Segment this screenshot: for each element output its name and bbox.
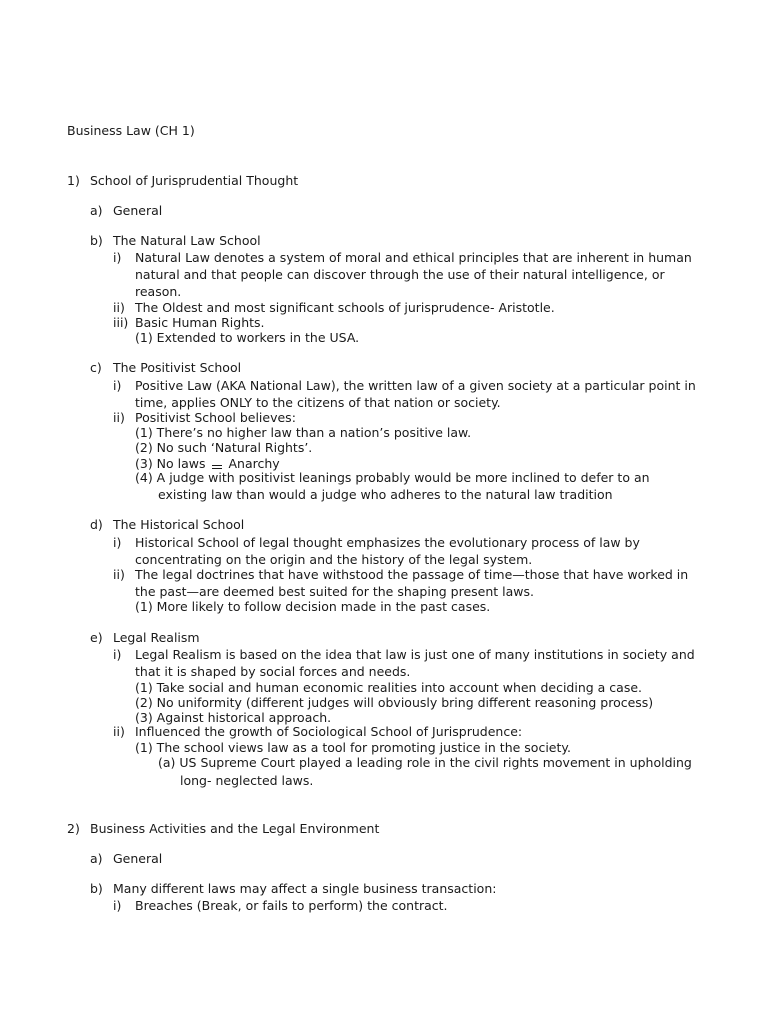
list-marker: a)	[90, 851, 103, 866]
list-marker: b)	[90, 881, 103, 896]
list-item-text: (1) Extended to workers in the USA.	[135, 330, 360, 345]
list-item-text: Anarchy	[228, 456, 280, 471]
section-1-number: 1)	[67, 173, 80, 188]
list-item-text: (2) No such ‘Natural Rights’.	[135, 440, 313, 455]
subheading-legal-realism: Legal Realism	[113, 630, 200, 645]
list-item-text: (1) More likely to follow decision made in the past cases.	[135, 599, 491, 614]
list-item-text: Positive Law (AKA National Law), the written law of a given society at a particular point in	[135, 378, 696, 393]
list-item-text: (3) No laws	[135, 456, 206, 471]
list-item-text: (2) No uniformity (different judges will obviously bring different reasoning process)	[135, 695, 654, 710]
list-item-text: existing law than would a judge who adheres to the natural law tradition	[158, 487, 613, 502]
list-item-text: time, applies ONLY to the citizens of that nation or society.	[135, 395, 501, 410]
list-item-text: The Oldest and most significant schools of jurisprudence- Aristotle.	[135, 300, 555, 315]
list-marker: i)	[113, 647, 122, 662]
list-item-text: Natural Law denotes a system of moral and ethical principles that are inherent in human	[135, 250, 692, 265]
list-item-text: concentrating on the origin and the history of the legal system.	[135, 552, 533, 567]
list-marker: i)	[113, 898, 122, 913]
document-title: Business Law (CH 1)	[67, 123, 195, 138]
list-marker: b)	[90, 233, 103, 248]
list-item-text	[135, 456, 280, 471]
list-marker: d)	[90, 517, 103, 532]
list-item-text: that it is shaped by social forces and needs.	[135, 664, 411, 679]
list-marker: c)	[90, 360, 102, 375]
list-marker: iii)	[113, 315, 129, 330]
subheading-many-laws: Many different laws may affect a single business transaction:	[113, 881, 497, 896]
list-marker: a)	[90, 203, 103, 218]
list-item-text: Legal Realism is based on the idea that law is just one of many institutions in society and	[135, 647, 695, 662]
list-item-text: (3) Against historical approach.	[135, 710, 332, 725]
subheading-general: General	[113, 203, 163, 218]
subheading-natural-law: The Natural Law School	[113, 233, 261, 248]
list-item-text: (1) The school views law as a tool for promoting justice in the society.	[135, 740, 571, 755]
section-2-heading: Business Activities and the Legal Environment	[90, 821, 380, 836]
list-item-text: Influenced the growth of Sociological School of Jurisprudence:	[135, 724, 523, 739]
list-marker: i)	[113, 535, 122, 550]
list-item-text: Breaches (Break, or fails to perform) the contract.	[135, 898, 448, 913]
list-item-text: reason.	[135, 284, 182, 299]
list-marker: ii)	[113, 567, 125, 582]
list-item-text: (1) Take social and human economic realities into account when deciding a case.	[135, 680, 643, 695]
equals-sign-icon	[212, 456, 222, 471]
subheading-positivist: The Positivist School	[113, 360, 242, 375]
list-marker: ii)	[113, 410, 125, 425]
subheading-historical: The Historical School	[113, 517, 245, 532]
list-item-text: (1) There’s no higher law than a nation’s positive law.	[135, 425, 472, 440]
subheading-general: General	[113, 851, 163, 866]
list-item-text: Positivist School believes:	[135, 410, 296, 425]
list-marker: e)	[90, 630, 103, 645]
list-item-text: the past—are deemed best suited for the shaping present laws.	[135, 584, 535, 599]
list-marker: i)	[113, 250, 122, 265]
list-item-text: Historical School of legal thought emphasizes the evolutionary process of law by	[135, 535, 640, 550]
list-marker: ii)	[113, 724, 125, 739]
list-item-text: natural and that people can discover through the use of their natural intelligence, or	[135, 267, 665, 282]
list-marker: i)	[113, 378, 122, 393]
list-item-text: The legal doctrines that have withstood the passage of time—those that have worked in	[135, 567, 689, 582]
section-2-number: 2)	[67, 821, 80, 836]
list-item-text: long- neglected laws.	[180, 773, 314, 788]
list-marker: ii)	[113, 300, 125, 315]
list-item-text: (4) A judge with positivist leanings probably would be more inclined to defer to an	[135, 470, 650, 485]
section-1-heading: School of Jurisprudential Thought	[90, 173, 299, 188]
list-item-text: (a) US Supreme Court played a leading role in the civil rights movement in upholding	[158, 755, 692, 770]
list-item-text: Basic Human Rights.	[135, 315, 265, 330]
